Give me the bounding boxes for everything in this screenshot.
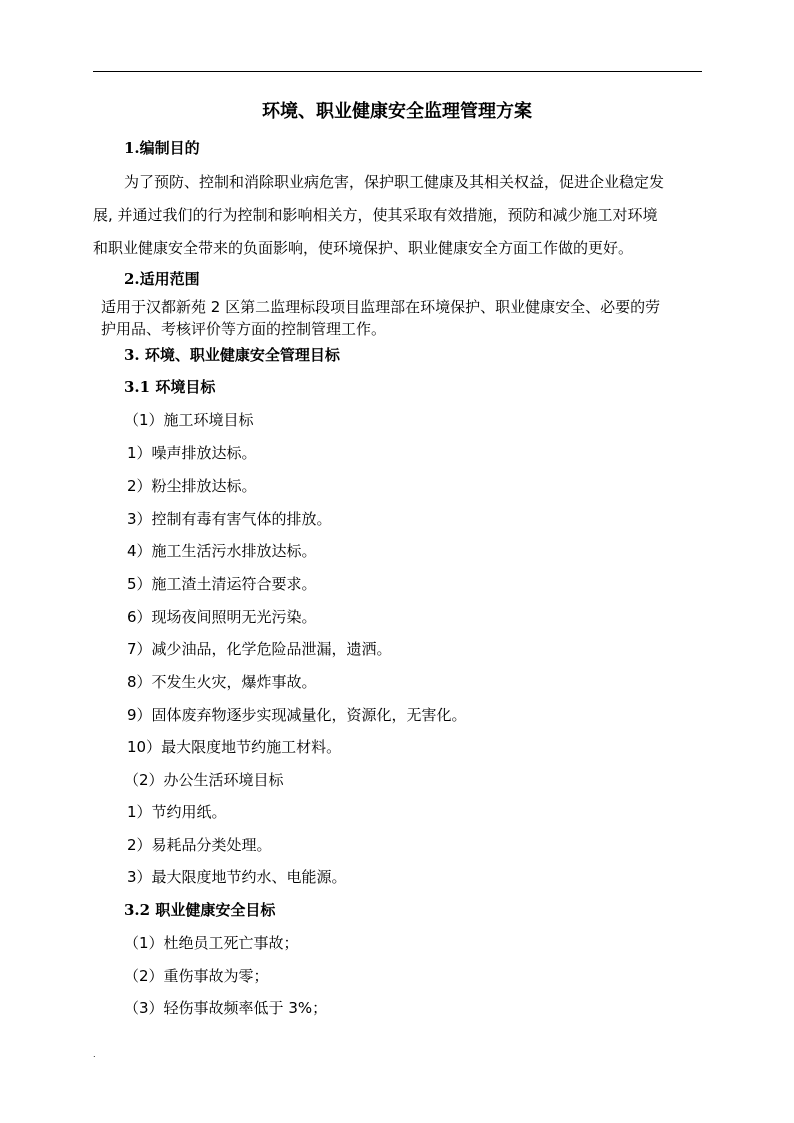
list-item: 7）减少油品，化学危险品泄漏，遗洒。 xyxy=(127,640,392,658)
paragraph-line: 为了预防、控制和消除职业病危害，保护职工健康及其相关权益，促进企业稳定发 xyxy=(124,173,665,191)
list-item: 4）施工生活污水排放达标。 xyxy=(127,542,317,560)
paragraph-line: 展, 并通过我们的行为控制和影响相关方，使其采取有效措施，预防和减少施工对环境 xyxy=(93,206,658,224)
list-item: （1）杜绝员工死亡事故； xyxy=(124,934,299,952)
list-item: 1）节约用纸。 xyxy=(127,803,227,821)
list-item: （3）轻伤事故频率低于 3%； xyxy=(124,999,328,1017)
list-item: （2）重伤事故为零； xyxy=(124,967,269,985)
list-item: 9）固体废弃物逐步实现减量化，资源化，无害化。 xyxy=(127,706,467,724)
document-title: 环境、职业健康安全监理管理方案 xyxy=(262,101,532,122)
list-item: 2）粉尘排放达标。 xyxy=(127,477,257,495)
list-item: 1）噪声排放达标。 xyxy=(127,444,257,462)
header-rule xyxy=(93,71,702,72)
list-item: 10）最大限度地节约施工材料。 xyxy=(127,738,342,756)
paragraph-line: 适用于汉都新苑 2 区第二监理标段项目监理部在环境保护、职业健康安全、必要的劳 xyxy=(101,298,661,316)
subsection-3-1-heading: 3.1 环境目标 xyxy=(124,378,216,396)
subsection-3-2-heading: 3.2 职业健康安全目标 xyxy=(124,901,276,919)
list-item: 8）不发生火灾，爆炸事故。 xyxy=(127,673,317,691)
list-item: 3）控制有毒有害气体的排放。 xyxy=(127,510,332,528)
section-2-heading: 2.适用范围 xyxy=(124,270,200,288)
list-item: 3）最大限度地节约水、电能源。 xyxy=(127,868,347,886)
paragraph-line: 和职业健康安全带来的负面影响，使环境保护、职业健康安全方面工作做的更好。 xyxy=(93,239,634,257)
section-3-heading: 3. 环境、职业健康安全管理目标 xyxy=(124,346,340,364)
list-item: 6）现场夜间照明无光污染。 xyxy=(127,608,317,626)
paragraph-line: 护用品、考核评价等方面的控制管理工作。 xyxy=(101,320,387,338)
group-heading: （1）施工环境目标 xyxy=(124,411,254,429)
list-item: 5）施工渣土清运符合要求。 xyxy=(127,575,317,593)
group-heading: （2）办公生活环境目标 xyxy=(124,771,284,789)
list-item: 2）易耗品分类处理。 xyxy=(127,836,272,854)
footer-mark: . xyxy=(93,1050,96,1059)
section-1-heading: 1.编制目的 xyxy=(124,139,200,157)
